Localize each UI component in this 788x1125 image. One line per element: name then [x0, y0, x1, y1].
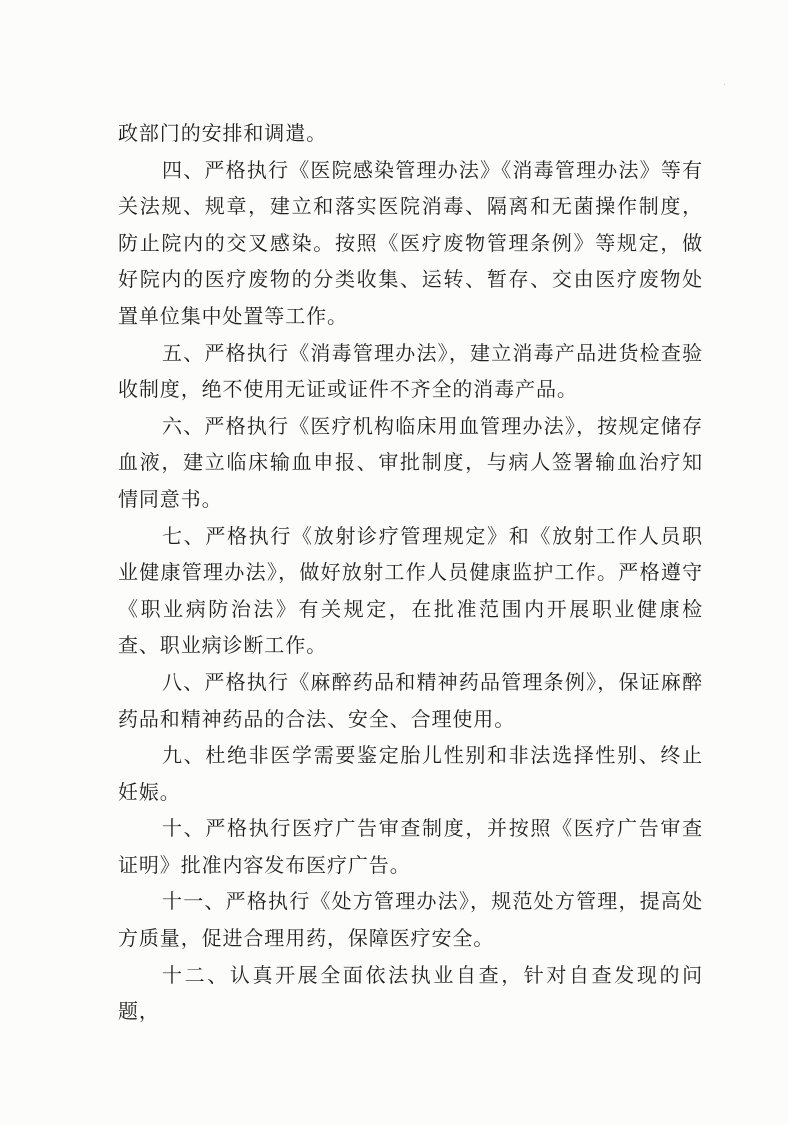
paragraph-item-4: 四、严格执行《医院感染管理办法》《消毒管理办法》等有关法规、规章，建立和落实医院消毒、隔离和无菌操作制度，防止院内的交叉感染。按照《医疗废物管理条例》等规定，做好院内的医疗废物的分类收集、运转、暂存、交由医疗废物处置单位集中处置等工作。	[118, 157, 703, 328]
paragraph-item-5: 五、严格执行《消毒管理办法》，建立消毒产品进货检查验收制度，绝不使用无证或证件不齐全的消毒产品。	[118, 340, 703, 402]
paragraph-item-12: 十二、认真开展全面依法执业自查，针对自查发现的问题，	[118, 962, 703, 1024]
paragraph-item-6: 六、严格执行《医疗机构临床用血管理办法》，按规定储存血液，建立临床输血申报、审批制度，与病人签署输血治疗知情同意书。	[118, 413, 703, 511]
paragraph-item-11: 十一、严格执行《处方管理办法》，规范处方管理，提高处方质量，促进合理用药，保障医疗安全。	[118, 889, 703, 951]
document-body	[118, 115, 703, 1030]
paragraph-item-9: 九、杜绝非医学需要鉴定胎儿性别和非法选择性别、终止妊娠。	[118, 743, 703, 804]
paragraph-continuation: 政部门的安排和调遣。	[118, 121, 327, 145]
paragraph-item-7: 七、严格执行《放射诊疗管理规定》和《放射工作人员职业健康管理办法》，做好放射工作人员健康监护工作。严格遵守《职业病防治法》有关规定，在批准范围内开展职业健康检查、职业病诊断工作。	[118, 523, 703, 658]
scan-speck	[724, 84, 725, 85]
paragraph-item-8: 八、严格执行《麻醉药品和精神药品管理条例》，保证麻醉药品和精神药品的合法、安全、合理使用。	[118, 669, 703, 731]
paragraph-item-10: 十、严格执行医疗广告审查制度，并按照《医疗广告审查证明》批准内容发布医疗广告。	[118, 816, 703, 877]
